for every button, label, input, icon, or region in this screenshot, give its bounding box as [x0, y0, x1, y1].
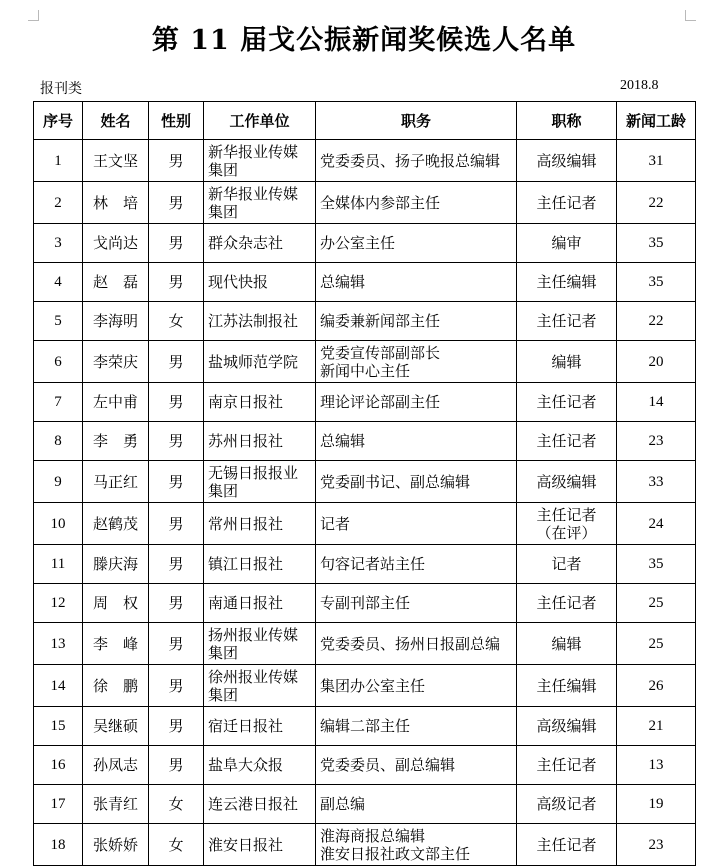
- table-row: [34, 263, 696, 302]
- cell-employer: 新华报业传媒集团: [204, 182, 316, 224]
- table-row: [34, 545, 696, 584]
- cell-index: 9: [34, 461, 83, 503]
- cell-title: 高级编辑: [517, 707, 617, 746]
- cell-employer: 镇江日报社: [204, 545, 316, 584]
- cell-gender: 男: [149, 503, 204, 545]
- cell-name: 李海明: [83, 302, 149, 341]
- cell-title: 编辑: [517, 623, 617, 665]
- cell-position: 办公室主任: [316, 224, 517, 263]
- cell-gender: 女: [149, 824, 204, 866]
- cell-years: 25: [617, 584, 696, 623]
- cell-index: 2: [34, 182, 83, 224]
- category-label: 报刊类: [40, 81, 82, 97]
- cell-index: 6: [34, 341, 83, 383]
- cell-employer: 盐阜大众报: [204, 746, 316, 785]
- table-row: [34, 665, 696, 707]
- cell-index: 15: [34, 707, 83, 746]
- cell-employer: 苏州日报社: [204, 422, 316, 461]
- header-title: 职称: [517, 102, 617, 140]
- cell-title: 主任记者: [517, 182, 617, 224]
- header-gender: 性别: [149, 102, 204, 140]
- cell-title: 主任记者: [517, 746, 617, 785]
- cell-title: 主任编辑: [517, 665, 617, 707]
- cell-index: 8: [34, 422, 83, 461]
- table-row: [34, 824, 696, 866]
- cell-years: 22: [617, 302, 696, 341]
- document-date: 2018.8: [620, 78, 659, 93]
- cell-position: 记者: [316, 503, 517, 545]
- cell-name: 左中甫: [83, 383, 149, 422]
- cell-position: 党委委员、副总编辑: [316, 746, 517, 785]
- cell-title: 记者: [517, 545, 617, 584]
- cell-employer: 扬州报业传媒集团: [204, 623, 316, 665]
- cell-gender: 男: [149, 182, 204, 224]
- cell-index: 4: [34, 263, 83, 302]
- cell-years: 24: [617, 503, 696, 545]
- cell-name: 戈尚达: [83, 224, 149, 263]
- cell-years: 22: [617, 182, 696, 224]
- cell-position: 党委副书记、副总编辑: [316, 461, 517, 503]
- table-header-row: [34, 102, 696, 140]
- cell-position: 全媒体内参部主任: [316, 182, 517, 224]
- cell-title: 编审: [517, 224, 617, 263]
- cell-name: 徐 鹏: [83, 665, 149, 707]
- document-title: 第 11 届戈公振新闻奖候选人名单: [151, 25, 577, 56]
- cell-gender: 男: [149, 623, 204, 665]
- cell-name: 吴继硕: [83, 707, 149, 746]
- cell-employer: 群众杂志社: [204, 224, 316, 263]
- candidate-table: [33, 101, 696, 866]
- cell-name: 赵 磊: [83, 263, 149, 302]
- cell-gender: 男: [149, 707, 204, 746]
- cell-name: 李 峰: [83, 623, 149, 665]
- cell-index: 13: [34, 623, 83, 665]
- cell-index: 12: [34, 584, 83, 623]
- cell-years: 35: [617, 224, 696, 263]
- cell-position: 党委委员、扬州日报副总编: [316, 623, 517, 665]
- table-row: [34, 461, 696, 503]
- cell-employer: 江苏法制报社: [204, 302, 316, 341]
- cell-employer: 南通日报社: [204, 584, 316, 623]
- table-body: [34, 140, 696, 866]
- cell-name: 马正红: [83, 461, 149, 503]
- cell-position: 副总编: [316, 785, 517, 824]
- cell-title: 主任记者: [517, 383, 617, 422]
- cell-position: 句容记者站主任: [316, 545, 517, 584]
- header-index: 序号: [34, 102, 83, 140]
- header-position: 职务: [316, 102, 517, 140]
- cell-index: 10: [34, 503, 83, 545]
- cell-index: 18: [34, 824, 83, 866]
- cell-employer: 现代快报: [204, 263, 316, 302]
- cell-position: 党委委员、扬子晚报总编辑: [316, 140, 517, 182]
- cell-gender: 男: [149, 224, 204, 263]
- cell-index: 5: [34, 302, 83, 341]
- cell-name: 张青红: [83, 785, 149, 824]
- cell-gender: 男: [149, 461, 204, 503]
- cell-years: 19: [617, 785, 696, 824]
- cell-position: 淮海商报总编辑 淮安日报社政文部主任: [316, 824, 517, 866]
- cell-name: 孙凤志: [83, 746, 149, 785]
- cell-gender: 男: [149, 263, 204, 302]
- cell-title: 主任记者 （在评）: [517, 503, 617, 545]
- cell-position: 总编辑: [316, 422, 517, 461]
- table-row: [34, 422, 696, 461]
- cell-name: 王文坚: [83, 140, 149, 182]
- cell-position: 专副刊部主任: [316, 584, 517, 623]
- cell-index: 16: [34, 746, 83, 785]
- cell-title: 主任记者: [517, 824, 617, 866]
- cell-gender: 男: [149, 665, 204, 707]
- cell-years: 21: [617, 707, 696, 746]
- cell-gender: 男: [149, 140, 204, 182]
- cell-index: 11: [34, 545, 83, 584]
- cell-position: 编委兼新闻部主任: [316, 302, 517, 341]
- cell-gender: 男: [149, 341, 204, 383]
- cell-years: 14: [617, 383, 696, 422]
- cell-title: 编辑: [517, 341, 617, 383]
- cell-employer: 新华报业传媒集团: [204, 140, 316, 182]
- cell-title: 高级编辑: [517, 461, 617, 503]
- cell-title: 主任编辑: [517, 263, 617, 302]
- table-row: [34, 503, 696, 545]
- cell-name: 周 权: [83, 584, 149, 623]
- cell-name: 林 培: [83, 182, 149, 224]
- cell-years: 33: [617, 461, 696, 503]
- cell-position: 集团办公室主任: [316, 665, 517, 707]
- cell-gender: 男: [149, 383, 204, 422]
- cell-employer: 淮安日报社: [204, 824, 316, 866]
- cell-name: 李荣庆: [83, 341, 149, 383]
- cell-gender: 女: [149, 302, 204, 341]
- cell-position: 编辑二部主任: [316, 707, 517, 746]
- table-row: [34, 302, 696, 341]
- cell-position: 党委宣传部副部长 新闻中心主任: [316, 341, 517, 383]
- cell-years: 20: [617, 341, 696, 383]
- cell-employer: 常州日报社: [204, 503, 316, 545]
- header-employer: 工作单位: [204, 102, 316, 140]
- cell-title: 主任记者: [517, 584, 617, 623]
- cell-years: 23: [617, 824, 696, 866]
- table-row: [34, 182, 696, 224]
- cell-index: 14: [34, 665, 83, 707]
- table-row: [34, 707, 696, 746]
- cell-employer: 盐城师范学院: [204, 341, 316, 383]
- cell-employer: 连云港日报社: [204, 785, 316, 824]
- cell-title: 高级编辑: [517, 140, 617, 182]
- cell-index: 1: [34, 140, 83, 182]
- cell-years: 25: [617, 623, 696, 665]
- cell-employer: 徐州报业传媒集团: [204, 665, 316, 707]
- table-row: [34, 584, 696, 623]
- cell-years: 13: [617, 746, 696, 785]
- cell-title: 主任记者: [517, 302, 617, 341]
- cell-years: 35: [617, 263, 696, 302]
- cell-title: 主任记者: [517, 422, 617, 461]
- table-row: [34, 224, 696, 263]
- cell-employer: 宿迁日报社: [204, 707, 316, 746]
- cell-employer: 南京日报社: [204, 383, 316, 422]
- cell-name: 赵鹤茂: [83, 503, 149, 545]
- header-name: 姓名: [83, 102, 149, 140]
- table-row: [34, 746, 696, 785]
- cell-gender: 男: [149, 584, 204, 623]
- table-row: [34, 785, 696, 824]
- cell-index: 3: [34, 224, 83, 263]
- cell-gender: 男: [149, 422, 204, 461]
- cell-position: 理论评论部副主任: [316, 383, 517, 422]
- header-years: 新闻工龄: [617, 102, 696, 140]
- cell-gender: 男: [149, 545, 204, 584]
- cell-index: 17: [34, 785, 83, 824]
- cell-years: 26: [617, 665, 696, 707]
- cell-position: 总编辑: [316, 263, 517, 302]
- cell-index: 7: [34, 383, 83, 422]
- cell-years: 23: [617, 422, 696, 461]
- cell-employer: 无锡日报报业集团: [204, 461, 316, 503]
- table-row: [34, 383, 696, 422]
- cell-years: 35: [617, 545, 696, 584]
- cell-title: 高级记者: [517, 785, 617, 824]
- cell-name: 李 勇: [83, 422, 149, 461]
- table-row: [34, 140, 696, 182]
- table-row: [34, 623, 696, 665]
- table-row: [34, 341, 696, 383]
- cell-gender: 男: [149, 746, 204, 785]
- cell-gender: 女: [149, 785, 204, 824]
- cell-name: 滕庆海: [83, 545, 149, 584]
- cell-years: 31: [617, 140, 696, 182]
- cell-name: 张娇娇: [83, 824, 149, 866]
